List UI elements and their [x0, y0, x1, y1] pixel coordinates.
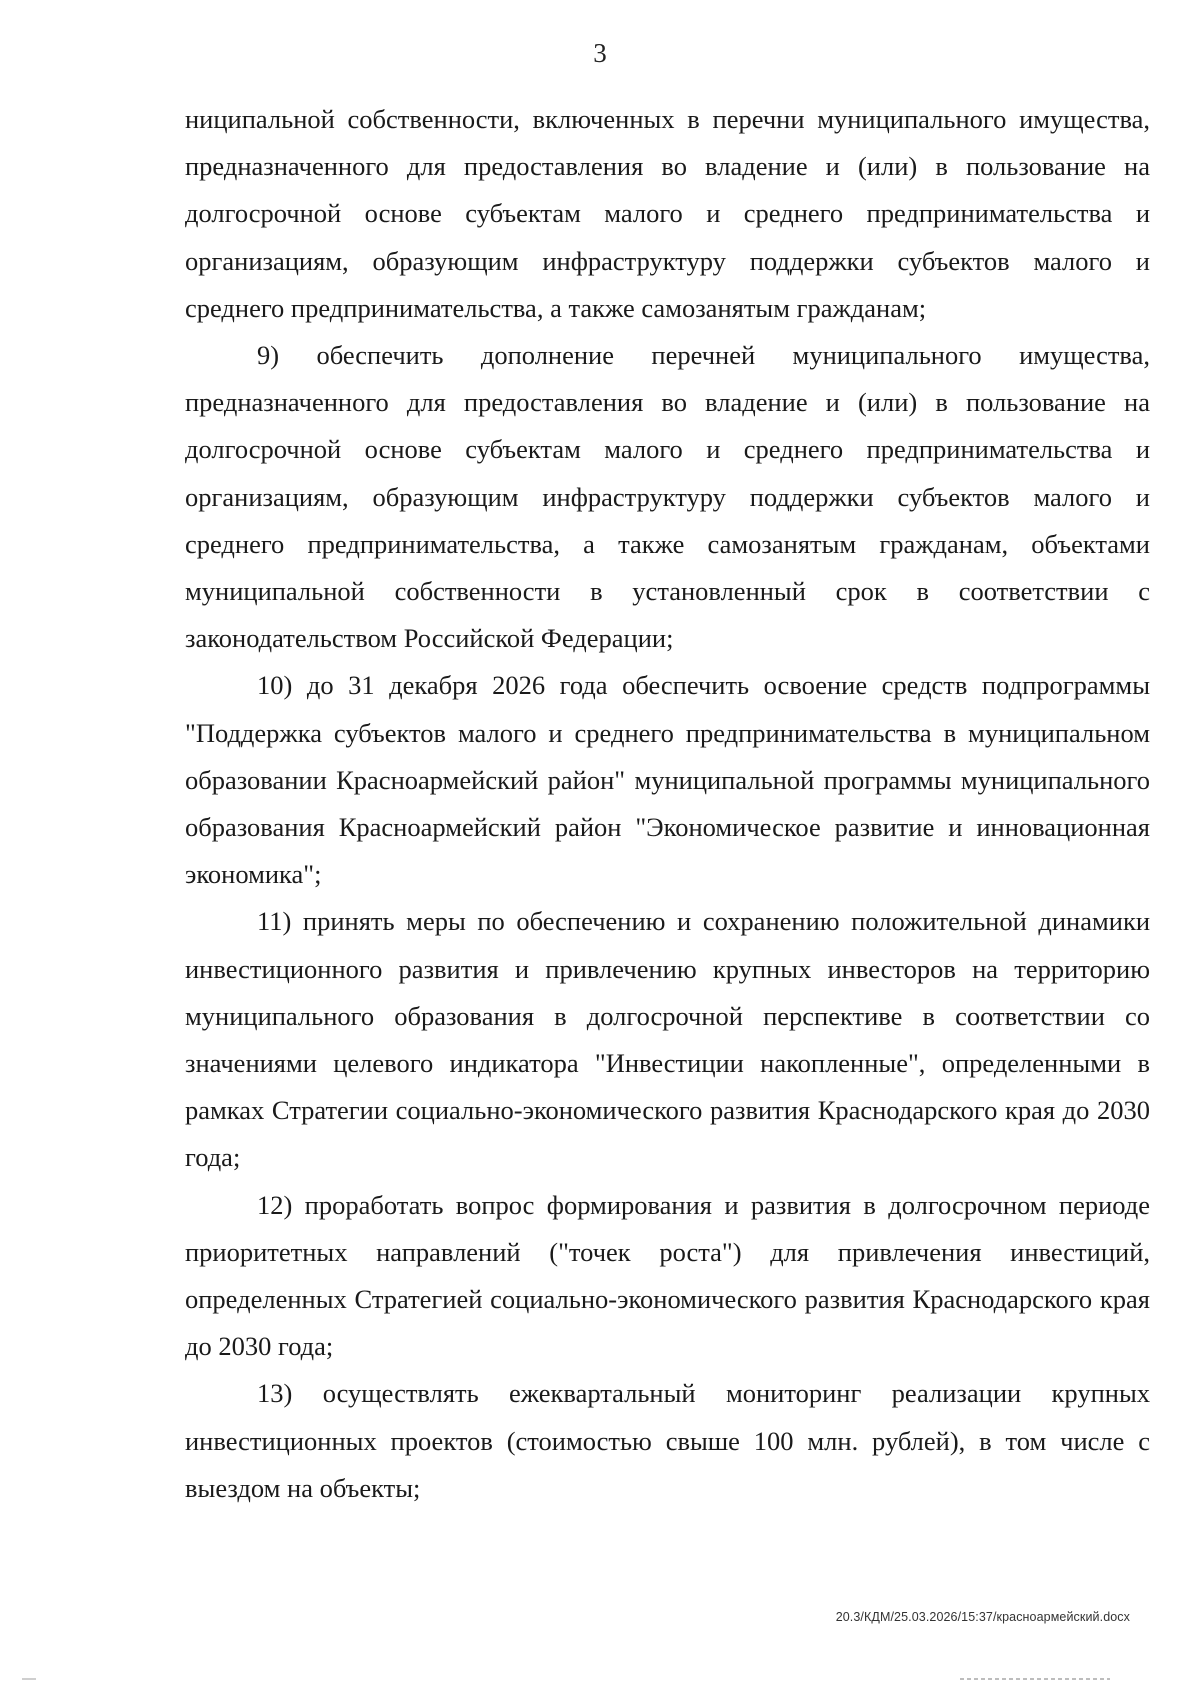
- scan-artifact-right: [960, 1678, 1110, 1680]
- paragraph-continuation: ниципальной собственности, включенных в перечни муниципального имущества, предназначенного для предоставления во владение и (или) в пользование на долгосрочной основе субъектам малого и среднего предпринимательства и организациям, образующим инфраструктуру поддержки субъектов малого и среднего предпринимательства, а также самозанятым гражданам;: [185, 104, 1150, 323]
- paragraph-item-13: 13) осуществлять ежеквартальный мониторинг реализации крупных инвестиционных проектов (стоимостью свыше 100 млн. рублей), в том числе с выездом на объекты;: [185, 1378, 1150, 1503]
- paragraph-item-10: 10) до 31 декабря 2026 года обеспечить освоение средств подпрограммы "Поддержка субъектов малого и среднего предпринимательства в муниципальном образовании Красноармейский район" муниципальной программы муниципального образования Красноармейский район "Экономическое развитие и инновационная экономика";: [185, 670, 1150, 890]
- page-number: 3: [593, 38, 607, 68]
- document-body: [185, 96, 1150, 1512]
- paragraph-item-12: 12) проработать вопрос формирования и развития в долгосрочном периоде приоритетных направлений ("точек роста") для привлечения инвестиций, определенных Стратегией социально-экономического развития Краснодарского края до 2030 года;: [185, 1189, 1150, 1362]
- paragraph-item-9: 9) обеспечить дополнение перечней муниципального имущества, предназначенного для предоставления во владение и (или) в пользование на долгосрочной основе субъектам малого и среднего предпринимательства и организациям, образующим инфраструктуру поддержки субъектов малого и среднего предпринимательства, а также самозанятым гражданам, объектами муниципальной собственности в установленный срок в соответствии с законодательством Российской Федерации;: [185, 340, 1150, 654]
- paragraph-item-11: 11) принять меры по обеспечению и сохранению положительной динамики инвестиционного развития и привлечению крупных инвесторов на территорию муниципального образования в долгосрочной перспективе в соответствии со значениями целевого индикатора "Инвестиции накопленные", определенными в рамках Стратегии социально-экономического развития Краснодарского края до 2030 года;: [185, 906, 1150, 1173]
- footer-file-reference: 20.3/КДМ/25.03.2026/15:37/красноармейский.docx: [835, 1610, 1130, 1624]
- scan-artifact-left: [22, 1678, 36, 1680]
